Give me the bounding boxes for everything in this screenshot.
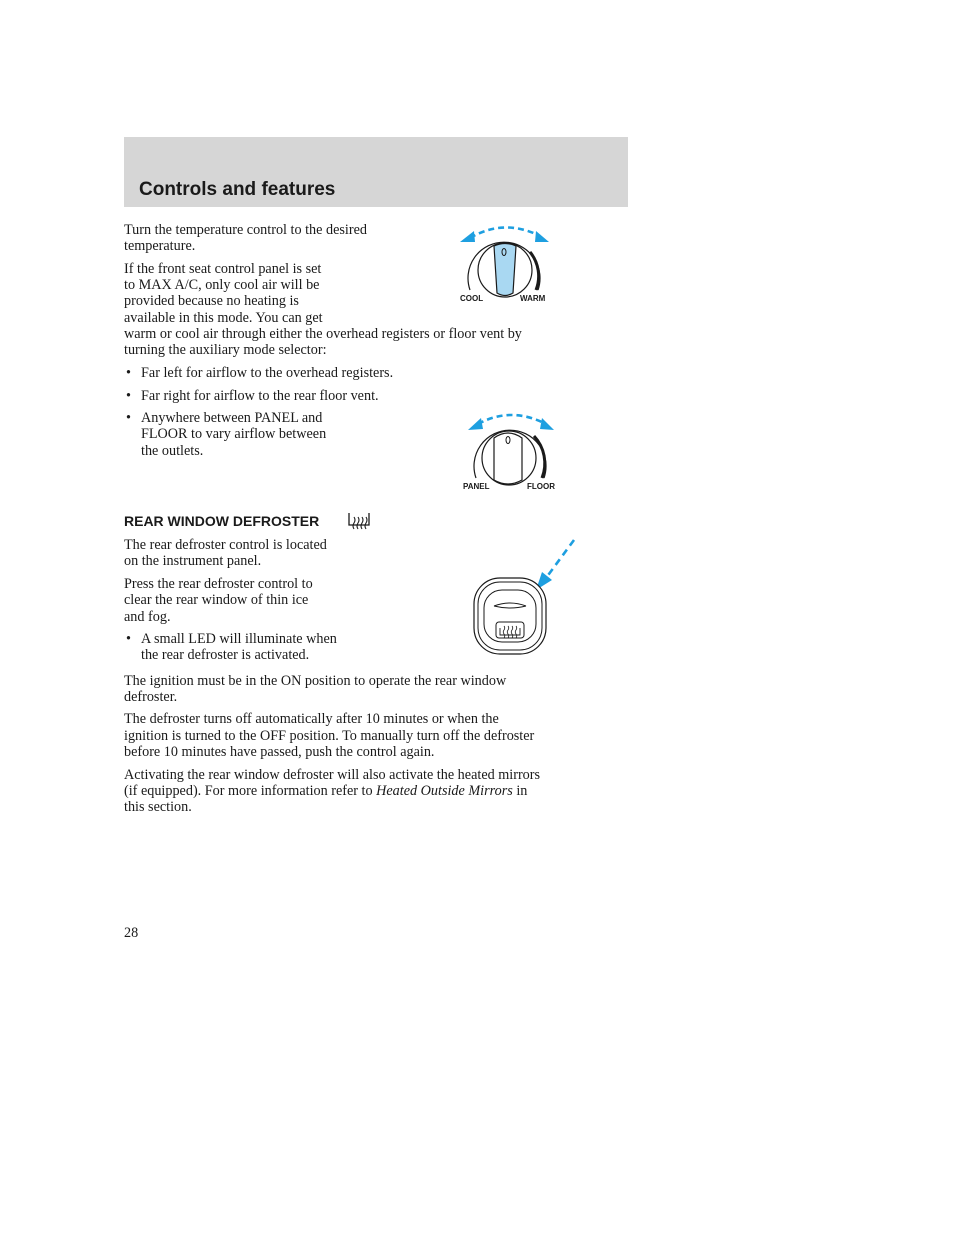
rear-defrost-icon	[347, 511, 371, 531]
dial-label-floor: FLOOR	[527, 482, 555, 491]
max-ac-line-2: to MAX A/C, only cool air will be	[124, 277, 320, 293]
mode-bullet-between-line-2: FLOOR to vary airflow between	[141, 426, 327, 442]
ignition-line-2: defroster.	[124, 689, 178, 705]
bullet-marker: •	[126, 365, 131, 381]
temperature-dial-illustration	[452, 222, 562, 308]
section-title: Controls and features	[139, 179, 336, 200]
page-number: 28	[124, 925, 139, 941]
pointer-arrow-line	[546, 540, 574, 578]
defroster-heading: REAR WINDOW DEFROSTER	[124, 513, 320, 529]
defroster-press-line-3: and fog.	[124, 609, 171, 625]
arrow-left-head	[468, 418, 483, 430]
ignition-line-1: The ignition must be in the ON position to operate the rear window	[124, 673, 507, 689]
dial-knob-grip	[494, 244, 516, 296]
defroster-press-line-2: clear the rear window of thin ice	[124, 592, 309, 608]
defroster-led-line-2: the rear defroster is activated.	[141, 647, 310, 663]
max-ac-line-1: If the front seat control panel is set	[124, 261, 322, 277]
dial-label-panel: PANEL	[463, 482, 490, 491]
auto-off-line-3: before 10 minutes have passed, push the control again.	[124, 744, 435, 760]
mode-bullet-between-line-1: Anywhere between PANEL and	[141, 410, 323, 426]
max-ac-line-6: turning the auxiliary mode selector:	[124, 342, 327, 358]
bullet-marker: •	[126, 388, 131, 404]
defroster-location-line-1: The rear defroster control is located	[124, 537, 327, 553]
heated-mirrors-line-2	[124, 783, 527, 799]
heated-mirrors-text-end: in	[512, 783, 528, 799]
defroster-press-line-1: Press the rear defroster control to	[124, 576, 313, 592]
mode-bullet-between-line-3: the outlets.	[141, 443, 204, 459]
bullet-marker: •	[126, 410, 131, 426]
mode-bullet-floor: Far right for airflow to the rear floor vent.	[141, 388, 379, 404]
heated-mirrors-reference: Heated Outside Mirrors	[376, 783, 513, 799]
defroster-led-line-1: A small LED will illuminate when	[141, 631, 337, 647]
max-ac-line-3: provided because no heating is	[124, 293, 299, 309]
rotation-arrow-path	[470, 227, 540, 238]
max-ac-line-5: warm or cool air through either the overhead registers or floor vent by	[124, 326, 522, 342]
heated-mirrors-line-3: this section.	[124, 799, 192, 815]
dial-knob-grip	[494, 433, 522, 484]
rotation-arrow-path	[478, 415, 546, 424]
heated-mirrors-line-1: Activating the rear window defroster will also activate the heated mirrors	[124, 767, 541, 783]
auto-off-line-1: The defroster turns off automatically after 10 minutes or when the	[124, 711, 499, 727]
heated-mirrors-text: (if equipped). For more information refer to	[124, 783, 377, 799]
arrow-right-head	[540, 418, 554, 430]
dial-label-cool: COOL	[460, 294, 484, 303]
mode-dial-illustration	[456, 408, 566, 496]
defroster-button-face[interactable]	[484, 590, 536, 642]
defroster-location-line-2: on the instrument panel.	[124, 553, 262, 569]
max-ac-line-4: available in this mode. You can get	[124, 310, 323, 326]
temperature-paragraph: Turn the temperature control to the desired temperature.	[124, 222, 367, 255]
mode-bullet-overhead: Far left for airflow to the overhead registers.	[141, 365, 394, 381]
bullet-marker: •	[126, 631, 131, 647]
auto-off-line-2: ignition is turned to the OFF position. To manually turn off the defroster	[124, 728, 535, 744]
defroster-button-illustration	[466, 536, 582, 660]
arrow-left-head	[460, 231, 475, 242]
arrow-right-head	[535, 231, 549, 242]
dial-label-warm: WARM	[520, 294, 546, 303]
